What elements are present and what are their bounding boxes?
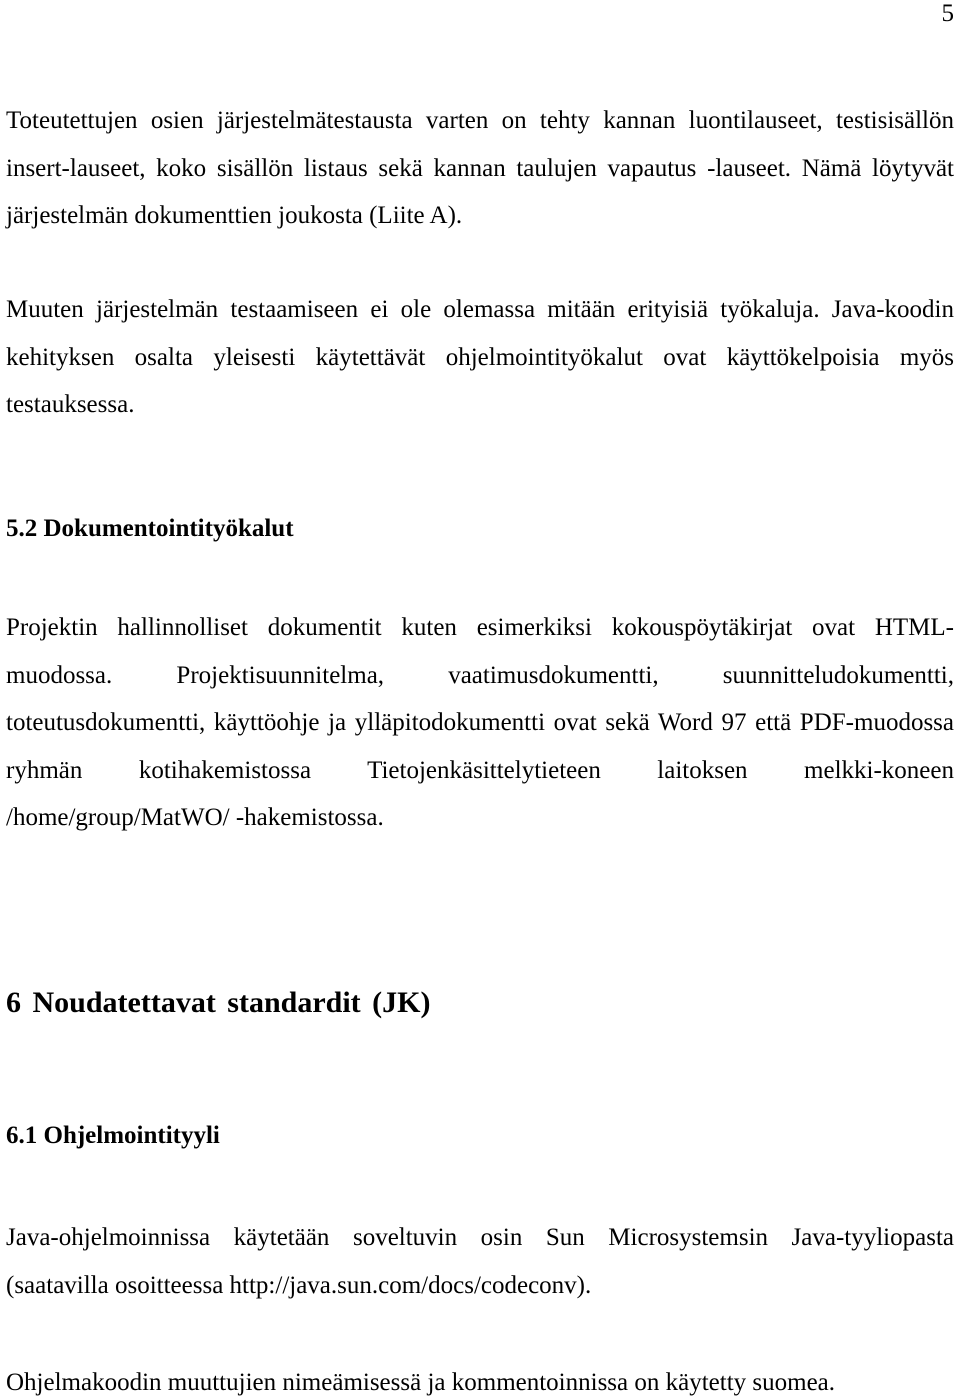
paragraph-documentation: Projektin hallinnolliset dokumentit kuten esimerkiksi kokouspöytäkirjat ovat HTML-muodossa. Projektisuunnitelma, vaatimusdokumentti, suunnitteludokumentti, toteutusdokumentti, käyttöohje ja ylläpitodokumentti ovat sekä Word 97 että PDF-muodossa ryhmän kotihakemistossa Tietojenkäsittelytieteen laitoksen melkki-koneen /home/group/MatWO/ -hakemistossa.	[6, 614, 954, 831]
paragraph-system-testing: Toteutettujen osien järjestelmätestausta varten on tehty kannan luontilauseet, testisisällön insert-lauseet, koko sisällön listaus sekä kannan taulujen vapautus -lauseet. Nämä löytyvät järjestelmän dokumenttien joukosta (Liite A).	[6, 107, 954, 229]
page-number: 5	[941, 0, 954, 27]
heading-standards: 6 Noudatettavat standardit (JK)	[6, 986, 431, 1019]
paragraph-testing-tools: Muuten järjestelmän testaamiseen ei ole olemassa mitään erityisiä työkaluja. Java-koodin kehityksen osalta yleisesti käytettävät ohjelmointityökalut ovat käyttökelpoisia myös testauksessa.	[6, 296, 954, 418]
heading-documentation-tools: 5.2 Dokumentointityökalut	[6, 515, 294, 542]
paragraph-naming-language: Ohjelmakoodin muuttujien nimeämisessä ja kommentoinnissa on käytetty suomea.	[6, 1369, 836, 1396]
paragraph-java-style: Java-ohjelmoinnissa käytetään soveltuvin osin Sun Microsystemsin Java-tyyliopasta (saatavilla osoitteessa http://java.sun.com/docs/codeconv).	[6, 1224, 954, 1299]
heading-programming-style: 6.1 Ohjelmointityyli	[6, 1122, 220, 1149]
